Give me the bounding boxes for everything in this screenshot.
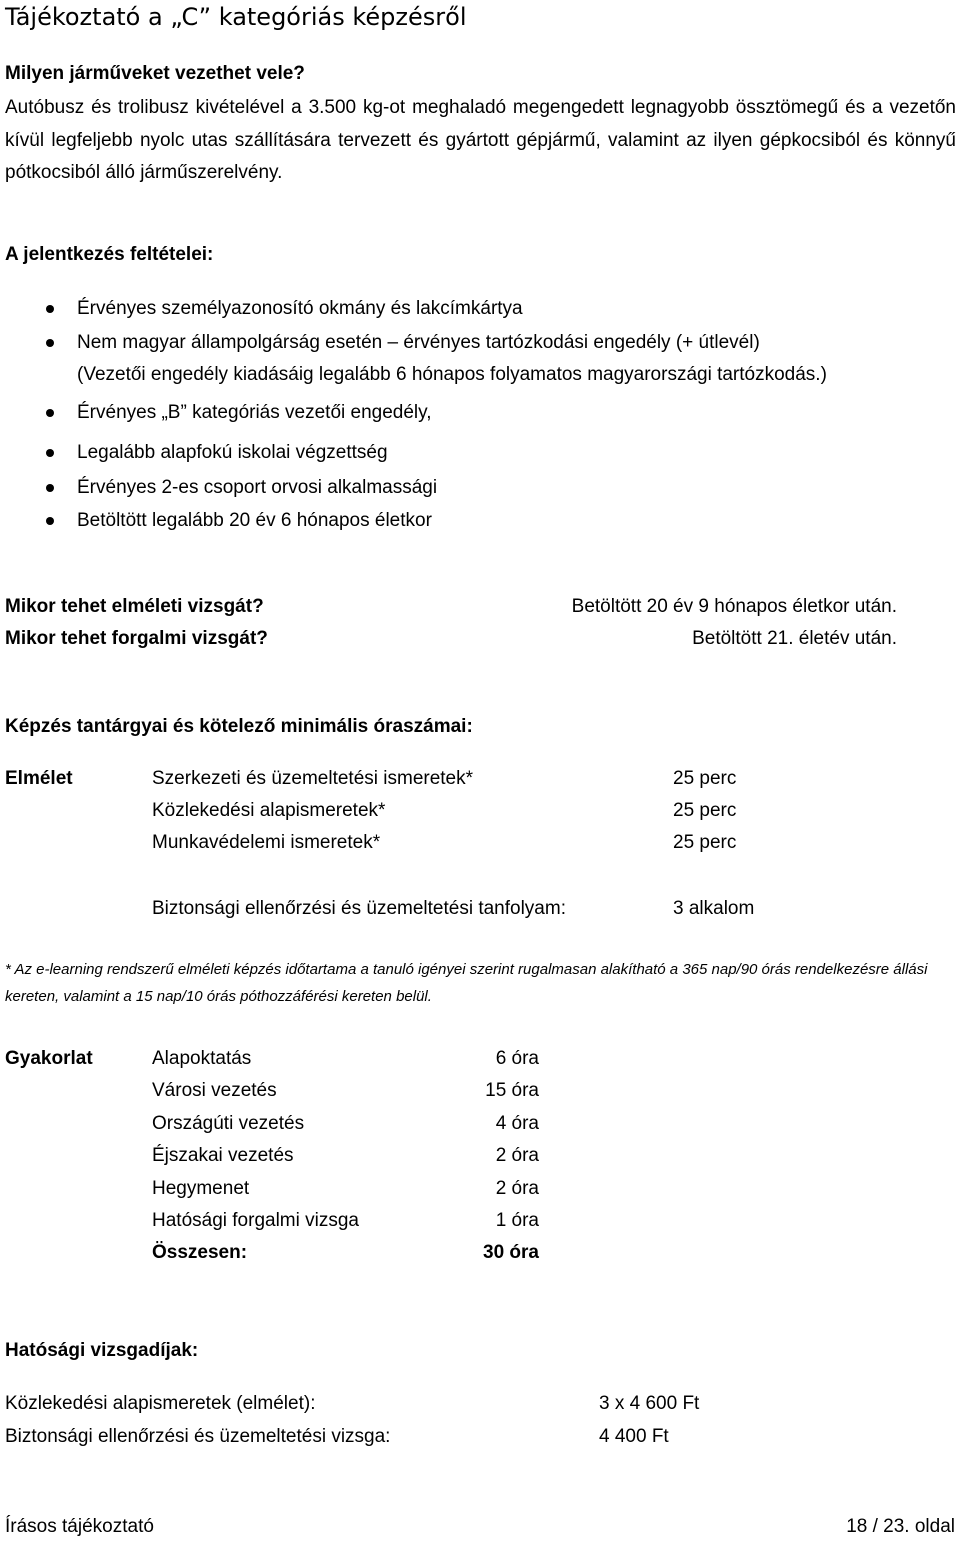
safety-course-subject: Biztonsági ellenőrzési és üzemeltetési tanfolyam: — [152, 898, 566, 919]
table-row-subject: Közlekedési alapismeretek* — [152, 800, 386, 821]
fee-value: 4 400 Ft — [599, 1426, 669, 1447]
list-item: Érvényes „B” kategóriás vezetői engedély, — [77, 402, 432, 423]
bullet-icon — [46, 409, 54, 417]
table-row-subject: Országúti vezetés — [152, 1113, 305, 1134]
page-number: 18 / 23. oldal — [846, 1516, 955, 1537]
theory-exam-question: Mikor tehet elméleti vizsgát? — [5, 596, 264, 617]
table-row-value: 25 perc — [673, 832, 737, 853]
bullet-icon — [46, 517, 54, 525]
vehicles-text: Autóbusz és trolibusz kivételével a 3.500 kg-ot meghaladó megengedett legnagyobb össztömegű és a vezetőn kívül legfeljebb nyolc utas szállítására tervezett és gyártott gépjármű, valamint az ilyen gépkocsiból és könnyű pótkocsiból álló járműszerelvény. — [5, 97, 956, 183]
training-heading: Képzés tantárgyai és kötelező minimális óraszámai: — [5, 716, 473, 737]
table-row-subject: Hatósági forgalmi vizsga — [152, 1210, 359, 1231]
table-row-value: 1 óra — [495, 1210, 539, 1231]
traffic-exam-question: Mikor tehet forgalmi vizsgát? — [5, 628, 268, 649]
bullet-icon — [46, 305, 54, 313]
fees-heading: Hatósági vizsgadíjak: — [5, 1340, 199, 1361]
fee-value: 3 x 4 600 Ft — [599, 1393, 700, 1414]
list-item: Érvényes 2-es csoport orvosi alkalmassági — [77, 477, 438, 498]
table-row-subject: Alapoktatás — [152, 1048, 252, 1069]
safety-course-value: 3 alkalom — [673, 898, 755, 919]
table-row-value: 2 óra — [495, 1178, 539, 1199]
table-row-subject: Hegymenet — [152, 1178, 250, 1199]
fee-label: Közlekedési alapismeretek (elmélet): — [5, 1393, 316, 1414]
table-row-value: 25 perc — [673, 768, 737, 789]
table-row-value: 4 óra — [495, 1113, 539, 1134]
table-row-subject: Szerkezeti és üzemeltetési ismeretek* — [152, 768, 474, 789]
table-row-value: 6 óra — [495, 1048, 539, 1069]
fee-label: Biztonsági ellenőrzési és üzemeltetési vizsga: — [5, 1426, 391, 1447]
bullet-icon — [46, 484, 54, 492]
vehicles-heading: Milyen járműveket vezethet vele? — [5, 63, 305, 84]
total-value: 30 óra — [483, 1242, 539, 1263]
page-title: Tájékoztató a „C” kategóriás képzésről — [5, 3, 467, 31]
footnote: * Az e-learning rendszerű elméleti képzés időtartama a tanuló igényei szerint rugalmasan alakítható a 365 nap/90 órás rendelkezésre állási kereten, valamint a 15 nap/10 órás póthozzáférési kereten belül. — [5, 961, 928, 1005]
practice-label: Gyakorlat — [5, 1048, 93, 1069]
table-row-value: 15 óra — [485, 1080, 539, 1101]
total-label: Összesen: — [152, 1242, 248, 1263]
list-item: Nem magyar állampolgárság esetén – érvényes tartózkodási engedély (+ útlevél) — [77, 332, 760, 353]
table-row-subject: Munkavédelemi ismeretek* — [152, 832, 381, 853]
bullet-icon — [46, 339, 54, 347]
list-item-note: (Vezetői engedély kiadásáig legalább 6 hónapos folyamatos magyarországi tartózkodás.) — [77, 364, 827, 385]
footer-left: Írásos tájékoztató — [5, 1516, 154, 1537]
theory-label: Elmélet — [5, 768, 73, 789]
traffic-exam-answer: Betöltött 21. életév után. — [692, 628, 897, 649]
bullet-icon — [46, 449, 54, 457]
list-item: Betöltött legalább 20 év 6 hónapos életkor — [77, 510, 432, 531]
list-item: Legalább alapfokú iskolai végzettség — [77, 442, 388, 463]
list-item: Érvényes személyazonosító okmány és lakcímkártya — [77, 298, 523, 319]
table-row-value: 2 óra — [495, 1145, 539, 1166]
table-row-subject: Éjszakai vezetés — [152, 1145, 294, 1166]
theory-exam-answer: Betöltött 20 év 9 hónapos életkor után. — [571, 596, 897, 617]
table-row-subject: Városi vezetés — [152, 1080, 277, 1101]
requirements-heading: A jelentkezés feltételei: — [5, 244, 214, 265]
table-row-value: 25 perc — [673, 800, 737, 821]
